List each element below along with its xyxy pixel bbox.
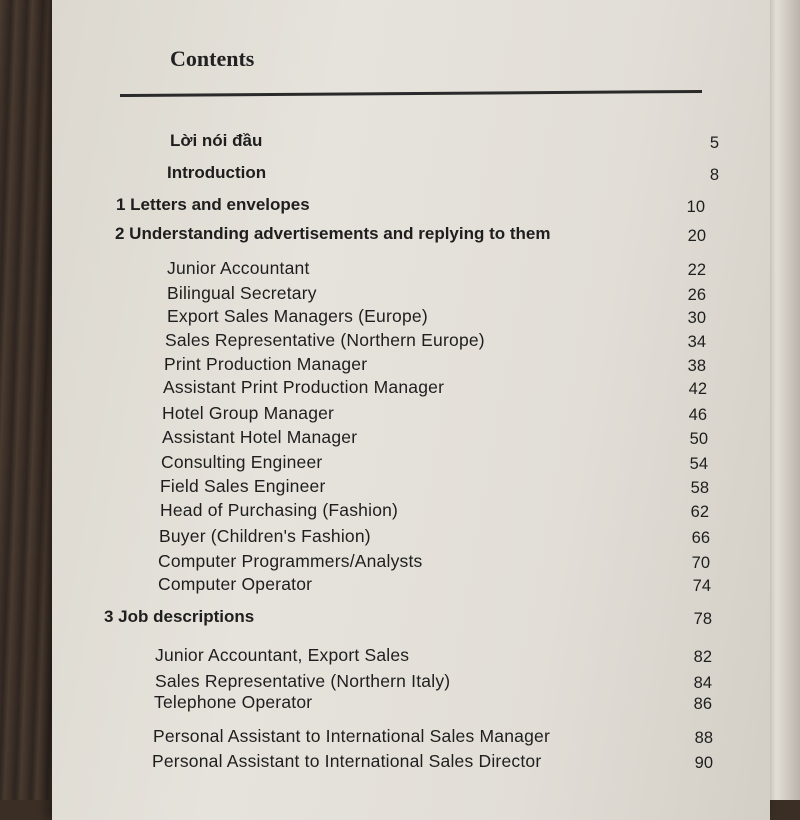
- toc-entry-page-number: 58: [690, 479, 709, 497]
- toc-entry-label: Assistant Print Production Manager: [163, 377, 445, 397]
- toc-entry-page-number: 54: [689, 455, 708, 473]
- toc-entry-label: Field Sales Engineer: [160, 476, 326, 496]
- toc-entry-page-number: 10: [686, 198, 705, 216]
- toc-entry-page-number: 42: [688, 380, 707, 398]
- toc-entry-label: Export Sales Managers (Europe): [167, 306, 428, 326]
- toc-entry-page-number: 34: [687, 333, 706, 351]
- toc-entry-label: Telephone Operator: [154, 692, 313, 712]
- toc-entry-label: Consulting Engineer: [161, 452, 323, 472]
- toc-entry-label: Computer Operator: [158, 574, 313, 594]
- contents-title: Contents: [170, 46, 255, 71]
- toc-entry-page-number: 5: [709, 134, 719, 152]
- toc-entry-page-number: 22: [687, 261, 706, 279]
- toc-entry-page-number: 46: [688, 406, 707, 424]
- toc-entry-label: Sales Representative (Northern Italy): [155, 671, 451, 691]
- toc-entry-page-number: 38: [687, 357, 706, 375]
- toc-entry-label: Junior Accountant, Export Sales: [155, 645, 410, 665]
- toc-entry-page-number: 84: [693, 674, 712, 692]
- toc-entry-label: Junior Accountant: [167, 258, 310, 278]
- toc-entry-page-number: 78: [693, 610, 712, 628]
- toc-entry-label: Personal Assistant to International Sales Manager: [153, 726, 550, 746]
- toc-entry-page-number: 66: [691, 529, 710, 547]
- toc-entry-page-number: 30: [687, 309, 706, 327]
- toc-entry-label: Computer Programmers/Analysts: [158, 551, 423, 571]
- toc-entry-label: Print Production Manager: [164, 354, 368, 374]
- toc-entry-label: 2 Understanding advertisements and replying to them: [115, 224, 551, 243]
- toc-entry-page-number: 82: [693, 648, 712, 666]
- toc-entry-page-number: 88: [694, 729, 713, 747]
- toc-entry-page-number: 20: [687, 227, 706, 245]
- toc-entry-page-number: 86: [693, 695, 712, 713]
- toc-entry-page-number: 62: [690, 503, 709, 521]
- toc-entry-label: Assistant Hotel Manager: [162, 427, 358, 447]
- toc-entry-label: Lời nói đầu: [170, 131, 263, 150]
- toc-entry-label: Bilingual Secretary: [167, 283, 317, 303]
- toc-entry-page-number: 90: [694, 754, 713, 772]
- toc-entry-label: Introduction: [167, 163, 267, 182]
- toc-entry-label: Buyer (Children's Fashion): [159, 526, 371, 546]
- toc-entry-label: 3 Job descriptions: [104, 607, 255, 626]
- toc-entry-page-number: 50: [689, 430, 708, 448]
- toc-entry-page-number: 70: [691, 554, 710, 572]
- toc-entry-label: Hotel Group Manager: [162, 403, 335, 423]
- toc-entry-page-number: 74: [692, 577, 711, 595]
- toc-entry-label: Sales Representative (Northern Europe): [165, 330, 485, 350]
- toc-entry-label: Head of Purchasing (Fashion): [160, 500, 399, 520]
- toc-entry-label: 1 Letters and envelopes: [116, 195, 310, 214]
- toc-entry-label: Personal Assistant to International Sales Director: [152, 751, 542, 771]
- toc-entry-page-number: 26: [687, 286, 706, 304]
- toc-entry-page-number: 8: [709, 166, 719, 184]
